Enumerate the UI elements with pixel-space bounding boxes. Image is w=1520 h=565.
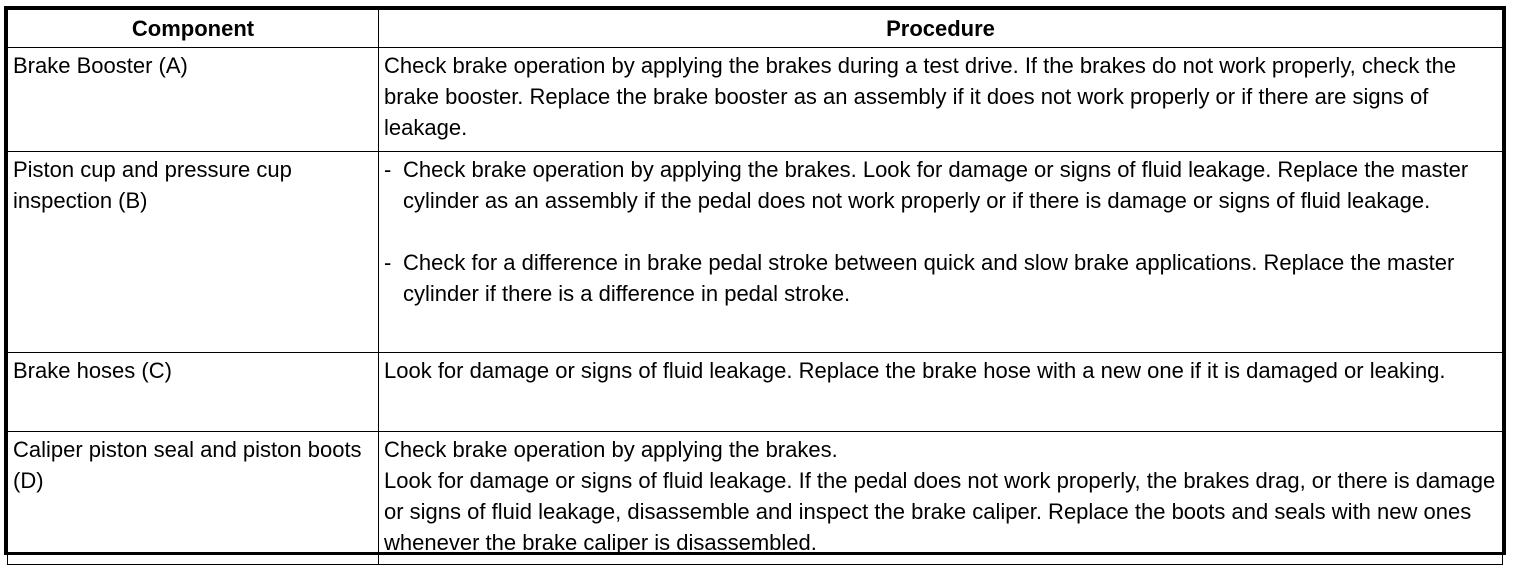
procedure-bullet: [384, 154, 1496, 216]
table-row: [8, 353, 1503, 432]
bullet-marker: -: [384, 250, 392, 275]
bullet-marker: -: [384, 157, 392, 182]
bullet-text: Check brake operation by applying the brakes. Look for damage or signs of fluid leakage. Replace the master cylinder as an assembly if the pedal does not work properly or if there is damage or signs of fluid leakage.: [403, 157, 1469, 213]
component-cell: Caliper piston seal and piston boots (D): [8, 432, 379, 565]
procedure-cell: Look for damage or signs of fluid leakage. Replace the brake hose with a new one if it is damaged or leaking.: [379, 353, 1503, 432]
procedure-line: Check brake operation by applying the brakes.: [384, 437, 838, 462]
component-cell: Brake hoses (C): [8, 353, 379, 432]
table-row: [8, 432, 1503, 565]
procedure-bullet: [384, 247, 1496, 309]
procedure-cell: Check brake operation by applying the brakes during a test drive. If the brakes do not work properly, check the brake booster. Replace the brake booster as an assembly if it does not work properly or if there are signs of leakage.: [379, 48, 1503, 152]
table-row: [8, 48, 1503, 152]
table-row: [8, 152, 1503, 353]
component-cell: Brake Booster (A): [8, 48, 379, 152]
table-header-row: [8, 10, 1503, 48]
procedure-cell: [379, 152, 1503, 353]
inspection-table-frame: [4, 6, 1506, 555]
header-component: Component: [8, 10, 379, 48]
bullet-text: Check for a difference in brake pedal stroke between quick and slow brake applications. Replace the master cylinder if there is a difference in pedal stroke.: [403, 250, 1455, 306]
procedure-line: Look for damage or signs of fluid leakage. If the pedal does not work properly, the brakes drag, or there is damage or signs of fluid leakage, disassemble and inspect the brake caliper. Replace the boots and seals with new ones whenever the brake caliper is disassembled.: [384, 468, 1496, 555]
component-cell: Piston cup and pressure cup inspection (B): [8, 152, 379, 353]
header-procedure: Procedure: [379, 10, 1503, 48]
procedure-cell: [379, 432, 1503, 565]
inspection-table: [7, 9, 1503, 565]
